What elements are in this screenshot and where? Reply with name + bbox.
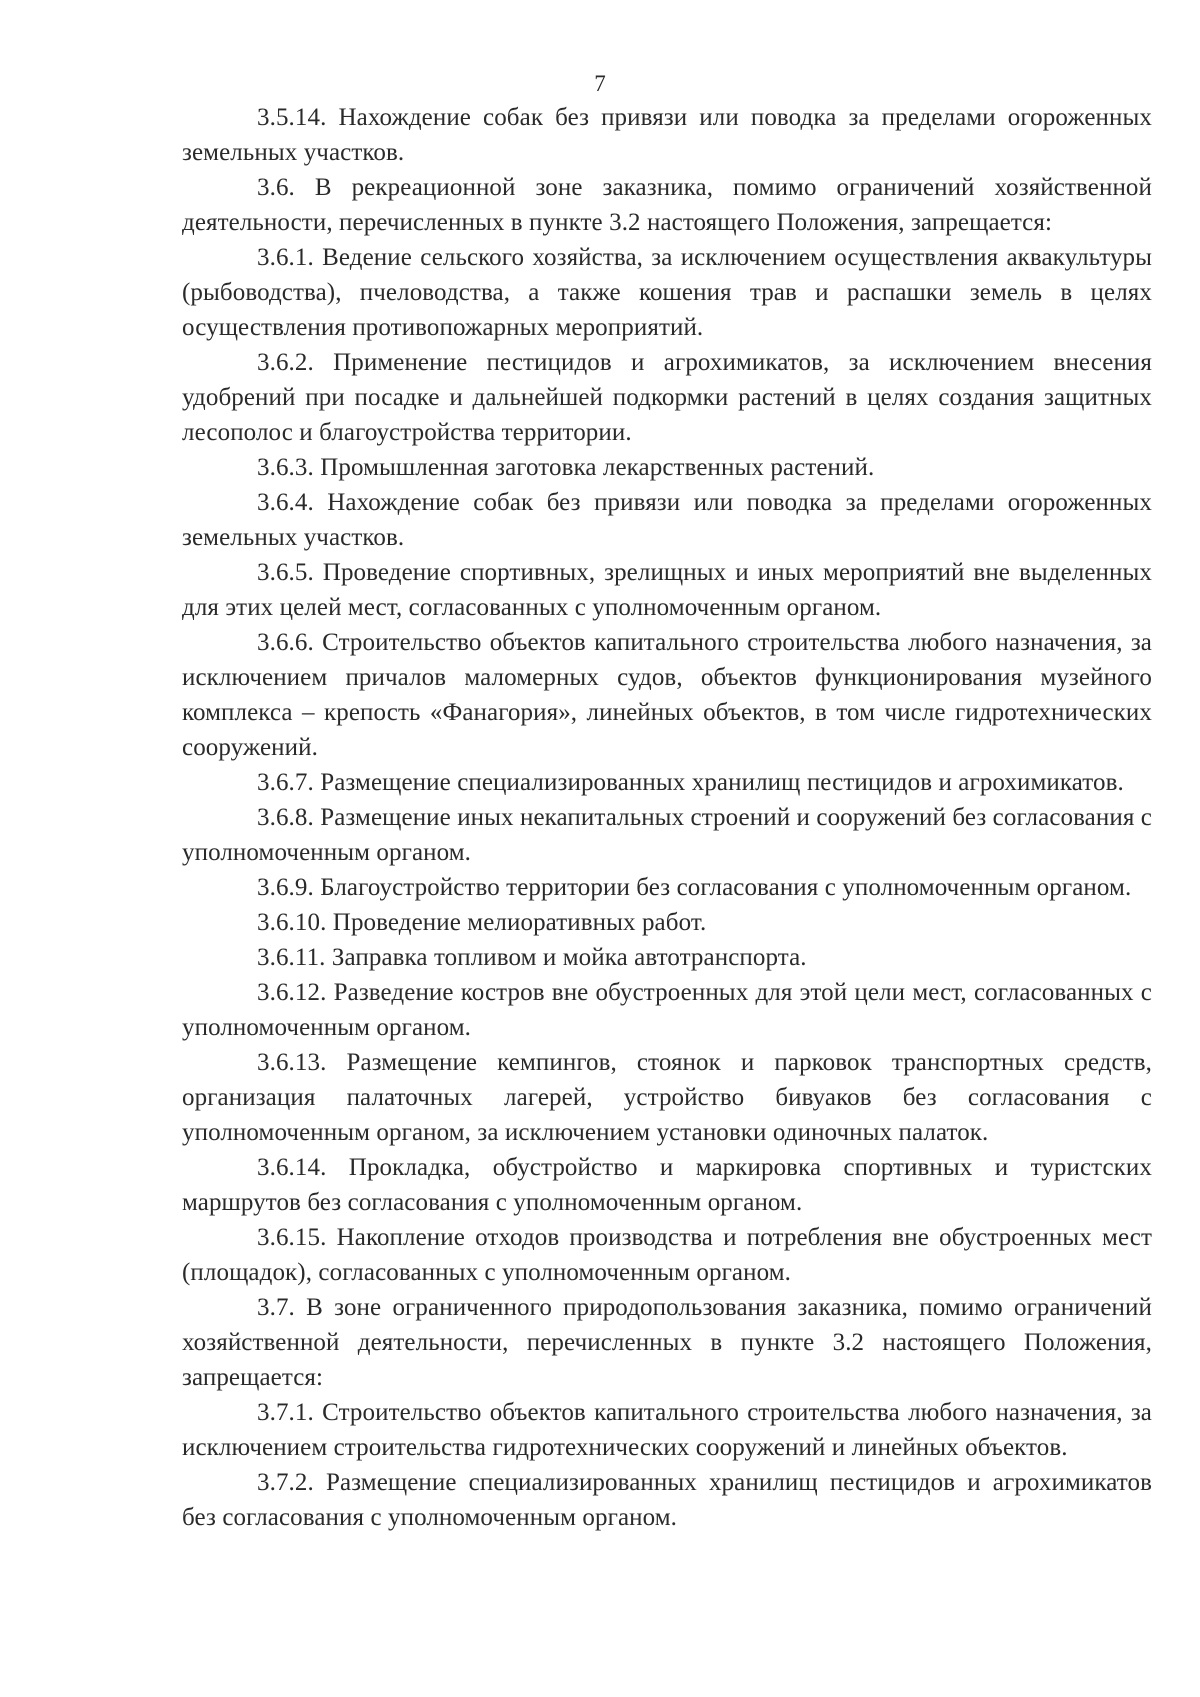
paragraph-3-6-9: 3.6.9. Благоустройство территории без согласования с уполномоченным органом. (257, 874, 1132, 901)
paragraph-3-6-6: 3.6.6. Строительство объектов капитального строительства любого назначения, за исключением причалов маломерных судов, объектов функционирования музейного комплекса – крепость «Фанагория», линейных объектов, в том числе гидротехнических сооружений. (182, 629, 1152, 761)
document-body (182, 100, 1152, 1535)
paragraph-3-6: 3.6. В рекреационной зоне заказника, помимо ограничений хозяйственной деятельности, перечисленных в пункте 3.2 настоящего Положения, запрещается: (182, 174, 1152, 236)
paragraph-3-7-1: 3.7.1. Строительство объектов капитального строительства любого назначения, за исключением строительства гидротехнических сооружений и линейных объектов. (182, 1399, 1152, 1461)
paragraph-3-6-5: 3.6.5. Проведение спортивных, зрелищных и иных мероприятий вне выделенных для этих целей мест, согласованных с уполномоченным органом. (182, 559, 1152, 621)
paragraph-3-6-8: 3.6.8. Размещение иных некапитальных строений и сооружений без согласования с уполномоченным органом. (182, 804, 1152, 866)
paragraph-3-6-13: 3.6.13. Размещение кемпингов, стоянок и парковок транспортных средств, организация палаточных лагерей, устройство бивуаков без согласования с уполномоченным органом, за исключением установки одиночных палаток. (182, 1049, 1152, 1146)
paragraph-3-6-1: 3.6.1. Ведение сельского хозяйства, за исключением осуществления аквакультуры (рыбоводства), пчеловодства, а также кошения трав и распашки земель в целях осуществления противопожарных мероприятий. (182, 244, 1152, 341)
paragraph-3-6-10: 3.6.10. Проведение мелиоративных работ. (257, 909, 707, 936)
paragraph-3-6-14: 3.6.14. Прокладка, обустройство и маркировка спортивных и туристских маршрутов без согласования с уполномоченным органом. (182, 1154, 1152, 1216)
paragraph-3-6-7: 3.6.7. Размещение специализированных хранилищ пестицидов и агрохимикатов. (257, 769, 1124, 796)
page-number: 7 (594, 71, 606, 96)
paragraph-3-7: 3.7. В зоне ограниченного природопользования заказника, помимо ограничений хозяйственной деятельности, перечисленных в пункте 3.2 настоящего Положения, запрещается: (182, 1294, 1152, 1391)
paragraph-3-6-2: 3.6.2. Применение пестицидов и агрохимикатов, за исключением внесения удобрений при посадке и дальнейшей подкормки растений в целях создания защитных лесополос и благоустройства территории. (182, 349, 1152, 446)
paragraph-3-6-12: 3.6.12. Разведение костров вне обустроенных для этой цели мест, согласованных с уполномоченным органом. (182, 979, 1152, 1041)
paragraph-3-6-4: 3.6.4. Нахождение собак без привязи или поводка за пределами огороженных земельных участков. (182, 489, 1152, 551)
paragraph-3-6-11: 3.6.11. Заправка топливом и мойка автотранспорта. (257, 944, 807, 971)
paragraph-3-6-15: 3.6.15. Накопление отходов производства и потребления вне обустроенных мест (площадок), согласованных с уполномоченным органом. (182, 1224, 1152, 1286)
paragraph-3-6-3: 3.6.3. Промышленная заготовка лекарственных растений. (257, 454, 875, 481)
paragraph-3-7-2: 3.7.2. Размещение специализированных хранилищ пестицидов и агрохимикатов без согласования с уполномоченным органом. (182, 1469, 1152, 1531)
paragraph-3-5-14: 3.5.14. Нахождение собак без привязи или поводка за пределами огороженных земельных участков. (182, 104, 1152, 166)
